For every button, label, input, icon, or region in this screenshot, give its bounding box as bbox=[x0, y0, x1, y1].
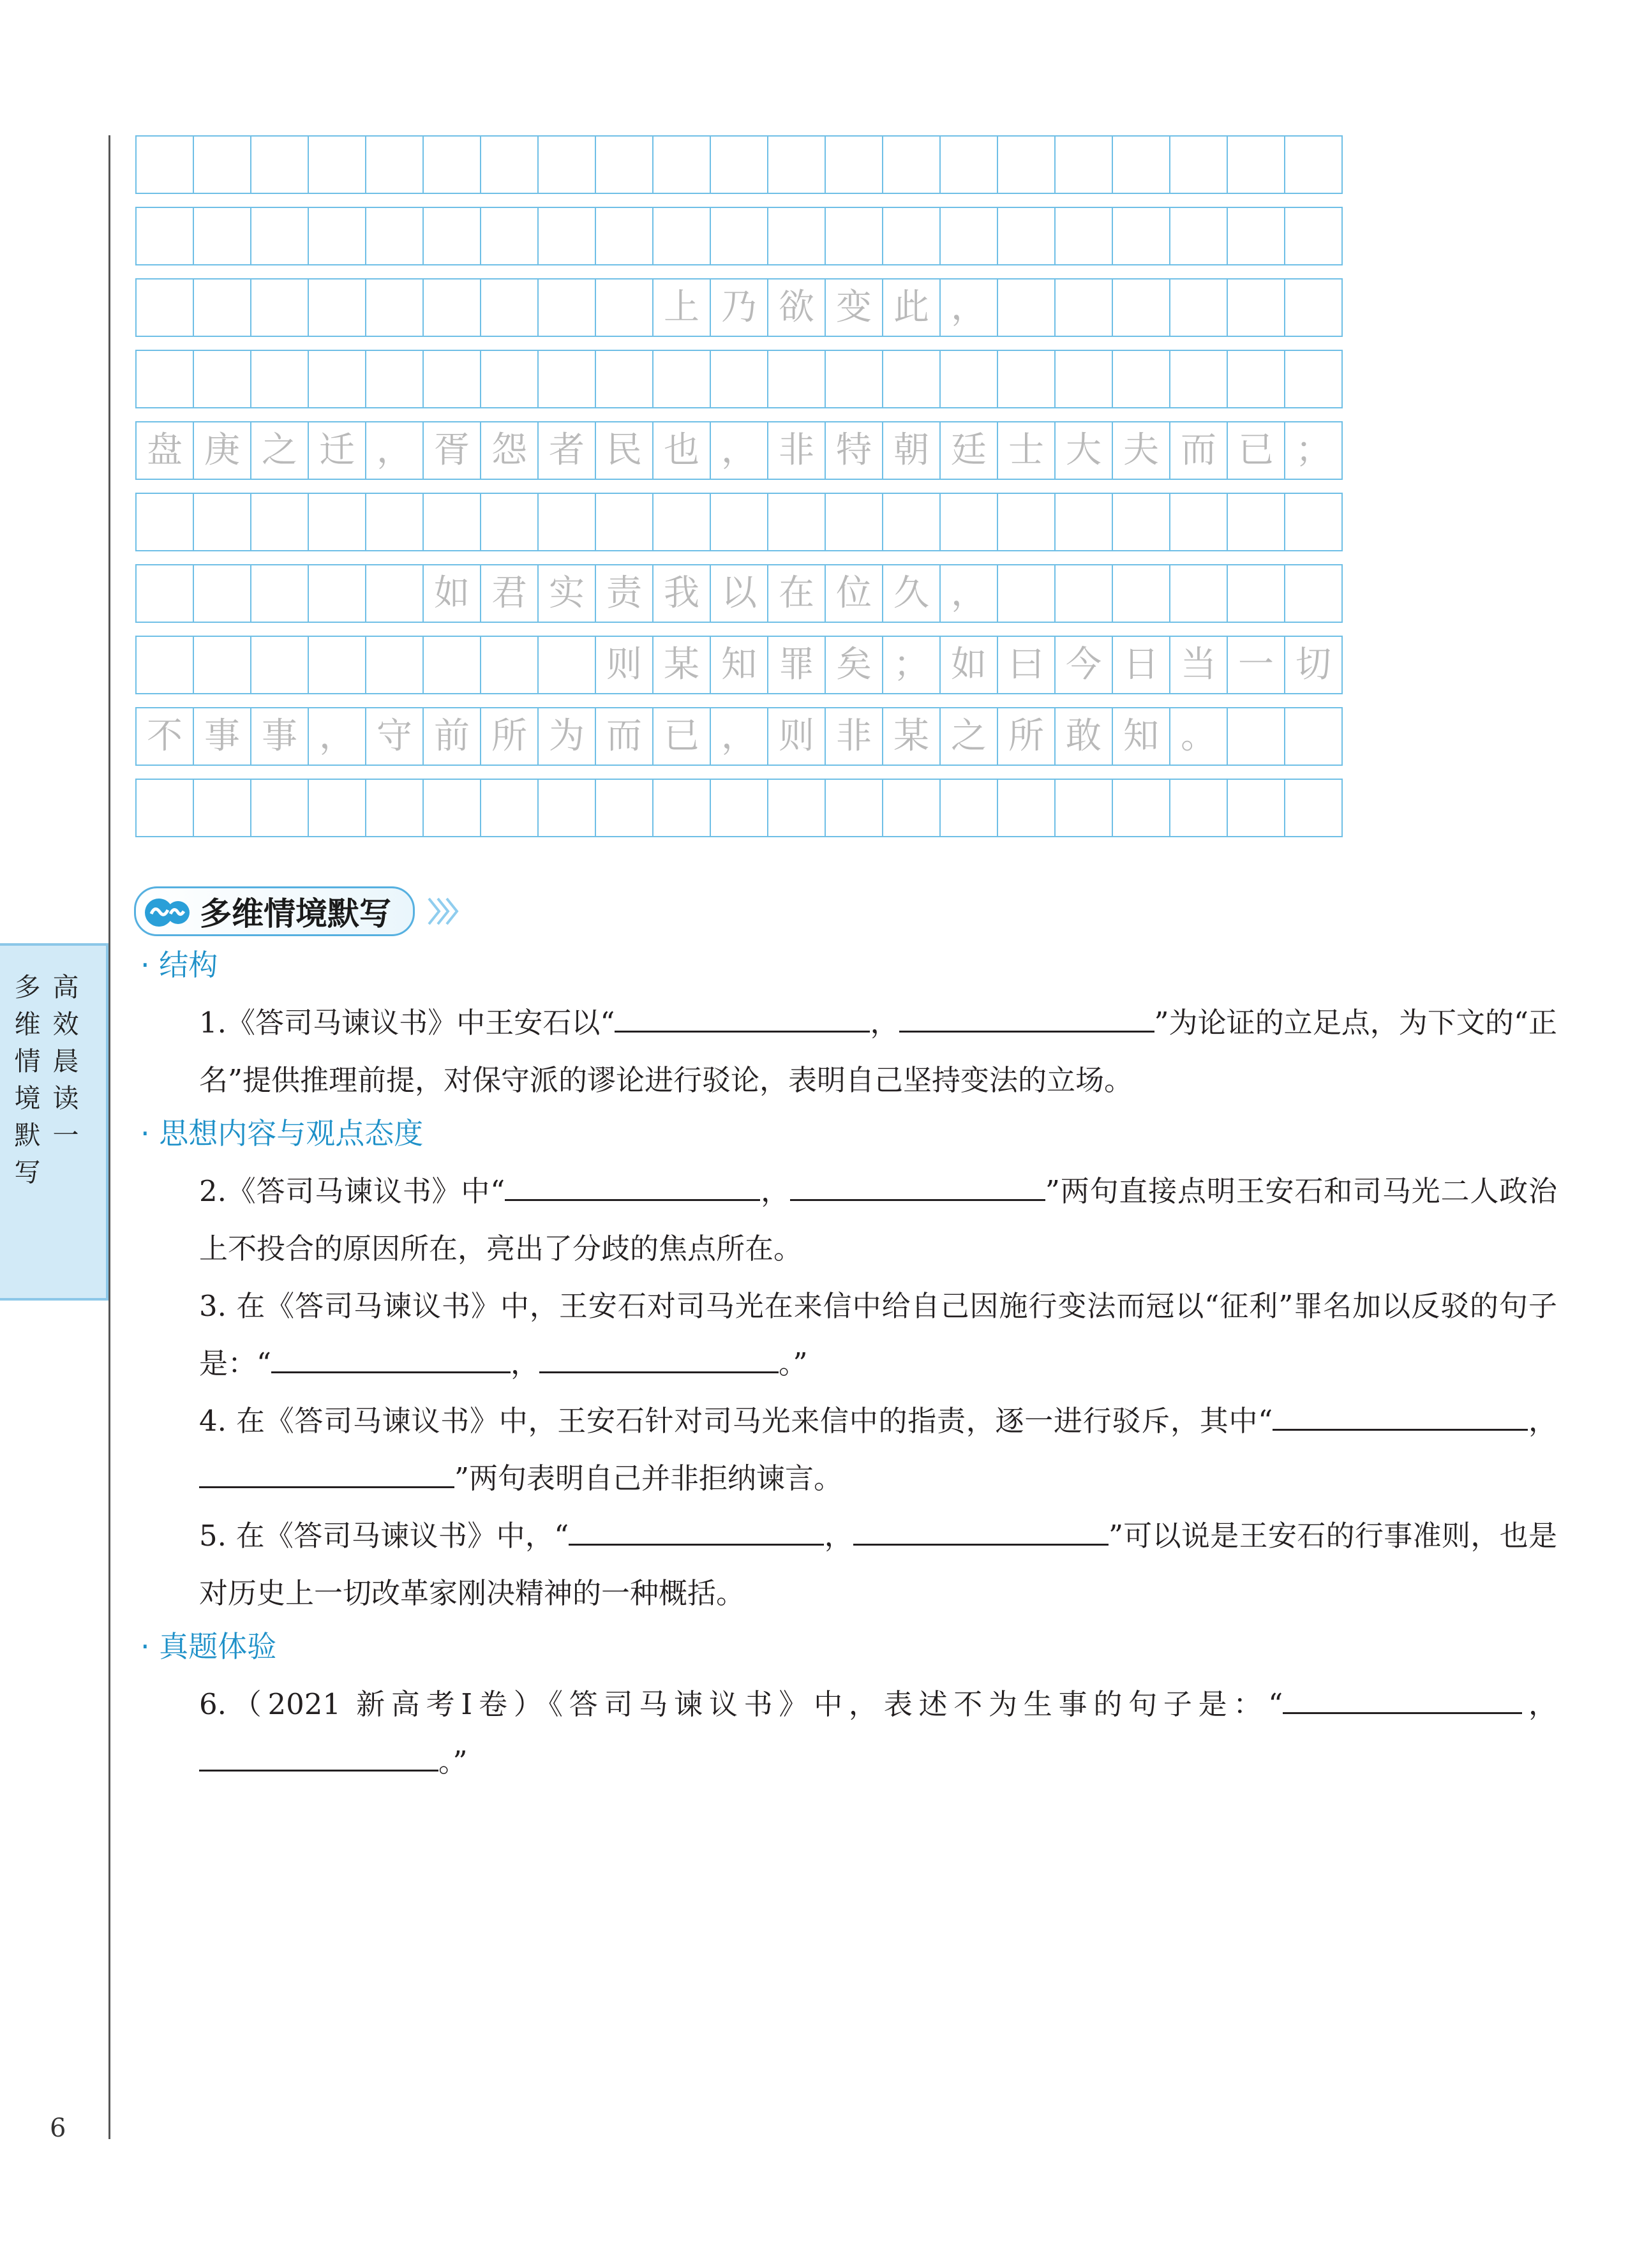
grid-cell[interactable]: 如 bbox=[939, 636, 998, 694]
grid-cell[interactable] bbox=[1169, 135, 1228, 194]
grid-cell[interactable] bbox=[135, 278, 194, 337]
subhead-real-exam: · 真题体验 bbox=[140, 1629, 277, 1664]
grid-cell[interactable] bbox=[480, 278, 539, 337]
grid-cell[interactable]: 所 bbox=[480, 707, 539, 766]
grid-cell[interactable] bbox=[365, 493, 424, 551]
grid-cell[interactable] bbox=[1169, 350, 1228, 408]
grid-cell[interactable] bbox=[1054, 135, 1113, 194]
side-tab-char: 晨 bbox=[52, 1046, 79, 1077]
answer-blank[interactable] bbox=[199, 1461, 454, 1488]
grid-cell[interactable]: 之 bbox=[939, 707, 998, 766]
grid-cell[interactable] bbox=[250, 135, 309, 194]
grid-cell[interactable] bbox=[595, 493, 653, 551]
grid-cell[interactable]: 已 bbox=[1227, 421, 1285, 480]
grid-cell[interactable]: 民 bbox=[595, 421, 653, 480]
grid-cell[interactable] bbox=[480, 207, 539, 265]
grid-cell[interactable]: 大 bbox=[1054, 421, 1113, 480]
grid-cell[interactable]: 事 bbox=[193, 707, 251, 766]
grid-cell[interactable] bbox=[1169, 278, 1228, 337]
side-tab-char: 默 bbox=[14, 1120, 41, 1151]
grid-cell[interactable] bbox=[365, 564, 424, 623]
grid-cell[interactable] bbox=[1112, 779, 1170, 837]
side-tab-column-2 bbox=[11, 969, 43, 1191]
grid-cell[interactable] bbox=[595, 779, 653, 837]
grid-cell[interactable] bbox=[1054, 493, 1113, 551]
grid-cell[interactable] bbox=[652, 779, 711, 837]
side-tab-char: 读 bbox=[52, 1083, 79, 1114]
grid-cell[interactable] bbox=[135, 564, 194, 623]
question-6 bbox=[135, 1676, 1557, 1791]
grid-cell[interactable] bbox=[710, 493, 768, 551]
grid-cell[interactable] bbox=[1284, 707, 1343, 766]
grid-cell[interactable] bbox=[193, 135, 251, 194]
answer-blank[interactable] bbox=[505, 1174, 760, 1201]
question-text: 4. 在《答司马谏议书》中，王安石针对司马光来信中的指责，逐一进行驳斥，其中“ bbox=[199, 1404, 1273, 1438]
grid-cell[interactable]: 而 bbox=[1169, 421, 1228, 480]
grid-cell[interactable] bbox=[193, 636, 251, 694]
grid-cell[interactable]: 非 bbox=[767, 421, 826, 480]
grid-cell[interactable] bbox=[710, 135, 768, 194]
grid-cell[interactable] bbox=[537, 278, 596, 337]
grid-cell[interactable] bbox=[308, 493, 366, 551]
grid-cell[interactable]: 欲 bbox=[767, 278, 826, 337]
grid-cell[interactable]: 责 bbox=[595, 564, 653, 623]
grid-cell[interactable] bbox=[710, 350, 768, 408]
grid-cell[interactable] bbox=[250, 779, 309, 837]
grid-cell[interactable]: 者 bbox=[537, 421, 596, 480]
grid-row bbox=[135, 707, 1341, 766]
chevron-right-icon bbox=[424, 893, 462, 929]
grid-cell[interactable]: 胥 bbox=[422, 421, 481, 480]
grid-cell[interactable] bbox=[422, 350, 481, 408]
answer-blank[interactable] bbox=[1273, 1403, 1528, 1431]
grid-cell[interactable] bbox=[250, 636, 309, 694]
question-text: ”两句直接点明王安石和司马光二人政治上不投合的原因所在，亮出了分歧的焦点所在。 bbox=[199, 1174, 1557, 1265]
grid-cell[interactable] bbox=[1227, 278, 1285, 337]
grid-cell[interactable]: 久 bbox=[882, 564, 941, 623]
grid-cell[interactable] bbox=[308, 636, 366, 694]
grid-cell[interactable]: 在 bbox=[767, 564, 826, 623]
grid-cell[interactable] bbox=[997, 779, 1056, 837]
grid-cell[interactable] bbox=[997, 493, 1056, 551]
grid-cell[interactable] bbox=[1054, 779, 1113, 837]
grid-cell[interactable]: 知 bbox=[710, 636, 768, 694]
grid-cell[interactable] bbox=[997, 135, 1056, 194]
grid-cell[interactable]: 怨 bbox=[480, 421, 539, 480]
grid-cell[interactable] bbox=[365, 207, 424, 265]
grid-cell[interactable] bbox=[767, 350, 826, 408]
grid-cell[interactable]: 如 bbox=[422, 564, 481, 623]
side-tab-char: 多 bbox=[14, 972, 41, 1003]
side-tab-char: 高 bbox=[52, 972, 79, 1003]
grid-cell[interactable] bbox=[308, 278, 366, 337]
grid-cell[interactable] bbox=[882, 350, 941, 408]
grid-cell[interactable] bbox=[595, 135, 653, 194]
grid-cell[interactable] bbox=[193, 493, 251, 551]
grid-cell[interactable] bbox=[1169, 779, 1228, 837]
grid-cell[interactable] bbox=[1112, 207, 1170, 265]
grid-cell[interactable]: 廷 bbox=[939, 421, 998, 480]
grid-cell[interactable]: ， bbox=[710, 421, 768, 480]
grid-cell[interactable] bbox=[250, 350, 309, 408]
grid-cell[interactable] bbox=[1169, 207, 1228, 265]
grid-cell[interactable] bbox=[882, 207, 941, 265]
grid-cell[interactable] bbox=[365, 636, 424, 694]
grid-cell[interactable] bbox=[997, 350, 1056, 408]
grid-cell[interactable] bbox=[767, 207, 826, 265]
answer-blank[interactable] bbox=[569, 1518, 824, 1546]
grid-cell[interactable]: ， bbox=[710, 707, 768, 766]
side-tab-char: 情 bbox=[14, 1046, 41, 1077]
grid-cell[interactable]: 知 bbox=[1112, 707, 1170, 766]
grid-cell[interactable] bbox=[480, 779, 539, 837]
question-text: ， bbox=[760, 1174, 790, 1208]
grid-cell[interactable]: ； bbox=[1284, 421, 1343, 480]
grid-cell[interactable] bbox=[882, 135, 941, 194]
grid-cell[interactable] bbox=[1227, 135, 1285, 194]
question-4 bbox=[135, 1392, 1557, 1507]
grid-cell[interactable] bbox=[595, 278, 653, 337]
grid-cell[interactable] bbox=[939, 207, 998, 265]
grid-cell[interactable] bbox=[308, 779, 366, 837]
grid-cell[interactable]: 日 bbox=[1112, 636, 1170, 694]
grid-cell[interactable]: 位 bbox=[825, 564, 883, 623]
grid-row bbox=[135, 779, 1341, 837]
grid-cell[interactable] bbox=[135, 207, 194, 265]
grid-cell[interactable]: 也 bbox=[652, 421, 711, 480]
grid-cell[interactable]: 变 bbox=[825, 278, 883, 337]
grid-cell[interactable]: 君 bbox=[480, 564, 539, 623]
grid-cell[interactable] bbox=[767, 493, 826, 551]
question-2 bbox=[135, 1163, 1557, 1278]
margin-line bbox=[108, 135, 110, 2139]
grid-cell[interactable] bbox=[1284, 493, 1343, 551]
side-tab-char: 境 bbox=[14, 1083, 41, 1114]
grid-cell[interactable]: 当 bbox=[1169, 636, 1228, 694]
grid-cell[interactable] bbox=[365, 278, 424, 337]
grid-cell[interactable]: 罪 bbox=[767, 636, 826, 694]
grid-cell[interactable] bbox=[825, 493, 883, 551]
grid-cell[interactable]: 为 bbox=[537, 707, 596, 766]
grid-cell[interactable]: 之 bbox=[250, 421, 309, 480]
grid-cell[interactable] bbox=[767, 779, 826, 837]
side-tab-char: 一 bbox=[52, 1120, 79, 1151]
grid-cell[interactable] bbox=[537, 493, 596, 551]
grid-cell[interactable] bbox=[825, 779, 883, 837]
section-title: 多维情境默写 bbox=[200, 895, 391, 932]
grid-cell[interactable] bbox=[1112, 278, 1170, 337]
grid-row bbox=[135, 207, 1341, 265]
grid-cell[interactable] bbox=[1169, 564, 1228, 623]
grid-cell[interactable]: 今 bbox=[1054, 636, 1113, 694]
grid-cell[interactable] bbox=[365, 350, 424, 408]
grid-cell[interactable] bbox=[939, 350, 998, 408]
grid-cell[interactable]: 夫 bbox=[1112, 421, 1170, 480]
grid-cell[interactable] bbox=[1227, 779, 1285, 837]
grid-cell[interactable]: 切 bbox=[1284, 636, 1343, 694]
grid-cell[interactable] bbox=[480, 493, 539, 551]
grid-cell[interactable] bbox=[595, 350, 653, 408]
grid-cell[interactable] bbox=[135, 636, 194, 694]
grid-cell[interactable] bbox=[135, 493, 194, 551]
question-text: ”可以说是王安石的行事准则，也是对历史上一切改革家刚决精神的一种概括。 bbox=[199, 1519, 1557, 1610]
grid-cell[interactable] bbox=[193, 278, 251, 337]
grid-cell[interactable] bbox=[250, 278, 309, 337]
question-text: ”两句表明自己并非拒纳谏言。 bbox=[454, 1461, 843, 1495]
grid-cell[interactable] bbox=[135, 779, 194, 837]
grid-cell[interactable]: ； bbox=[882, 636, 941, 694]
grid-row bbox=[135, 636, 1341, 694]
grid-cell[interactable] bbox=[997, 564, 1056, 623]
grid-cell[interactable]: 上 bbox=[652, 278, 711, 337]
grid-cell[interactable] bbox=[652, 135, 711, 194]
grid-cell[interactable] bbox=[939, 135, 998, 194]
side-tab-char: 写 bbox=[14, 1157, 41, 1188]
question-3 bbox=[135, 1278, 1557, 1392]
grid-cell[interactable] bbox=[308, 564, 366, 623]
grid-row bbox=[135, 135, 1341, 194]
grid-cell[interactable] bbox=[135, 135, 194, 194]
grid-cell[interactable] bbox=[710, 207, 768, 265]
question-1 bbox=[135, 994, 1557, 1109]
grid-cell[interactable]: 曰 bbox=[997, 636, 1056, 694]
grid-cell[interactable] bbox=[1284, 564, 1343, 623]
grid-row bbox=[135, 278, 1341, 337]
grid-cell[interactable] bbox=[422, 493, 481, 551]
grid-cell[interactable] bbox=[1054, 564, 1113, 623]
grid-cell[interactable] bbox=[825, 350, 883, 408]
grid-cell[interactable]: 而 bbox=[595, 707, 653, 766]
grid-cell[interactable] bbox=[595, 207, 653, 265]
grid-cell[interactable]: 乃 bbox=[710, 278, 768, 337]
grid-row bbox=[135, 421, 1341, 480]
page-number: 6 bbox=[50, 2114, 66, 2143]
answer-blank[interactable] bbox=[271, 1346, 511, 1373]
answer-blank[interactable] bbox=[853, 1518, 1109, 1546]
grid-cell[interactable] bbox=[997, 278, 1056, 337]
grid-cell[interactable] bbox=[1284, 779, 1343, 837]
grid-cell[interactable] bbox=[1112, 135, 1170, 194]
grid-cell[interactable]: 迁 bbox=[308, 421, 366, 480]
grid-cell[interactable]: 实 bbox=[537, 564, 596, 623]
side-tab-char: 维 bbox=[14, 1009, 41, 1040]
grid-cell[interactable]: 不 bbox=[135, 707, 194, 766]
grid-cell[interactable] bbox=[1227, 350, 1285, 408]
grid-cell[interactable]: ， bbox=[308, 707, 366, 766]
side-tab-column-1 bbox=[50, 969, 82, 1154]
grid-cell[interactable] bbox=[882, 779, 941, 837]
grid-cell[interactable]: 某 bbox=[652, 636, 711, 694]
answer-blank[interactable] bbox=[615, 1005, 870, 1033]
subhead-thought: · 思想内容与观点态度 bbox=[140, 1116, 424, 1151]
grid-cell[interactable] bbox=[1112, 493, 1170, 551]
question-text: 1.《答司马谏议书》中王安石以“ bbox=[199, 1006, 615, 1040]
question-text: 3. 在《答司马谏议书》中，王安石对司马光在来信中给自己因施行变法而冠以“征利”罪名加以反驳的句子是：“ bbox=[199, 1289, 1557, 1380]
grid-cell[interactable] bbox=[250, 207, 309, 265]
grid-cell[interactable] bbox=[1054, 278, 1113, 337]
grid-cell[interactable]: 一 bbox=[1227, 636, 1285, 694]
grid-cell[interactable] bbox=[939, 493, 998, 551]
question-text: 2.《答司马谏议书》中“ bbox=[199, 1174, 505, 1208]
answer-blank[interactable] bbox=[539, 1346, 779, 1373]
grid-row bbox=[135, 350, 1341, 408]
grid-cell[interactable] bbox=[308, 135, 366, 194]
grid-cell[interactable] bbox=[1284, 278, 1343, 337]
question-text: 。” bbox=[438, 1745, 468, 1779]
grid-cell[interactable] bbox=[1054, 350, 1113, 408]
grid-cell[interactable] bbox=[365, 779, 424, 837]
grid-cell[interactable]: 某 bbox=[882, 707, 941, 766]
question-text: 。” bbox=[779, 1347, 808, 1380]
grid-cell[interactable]: 守 bbox=[365, 707, 424, 766]
grid-cell[interactable]: 则 bbox=[595, 636, 653, 694]
question-text: ， bbox=[824, 1519, 853, 1553]
grid-cell[interactable] bbox=[250, 493, 309, 551]
grid-cell[interactable] bbox=[537, 207, 596, 265]
grid-cell[interactable]: 此 bbox=[882, 278, 941, 337]
answer-blank[interactable] bbox=[899, 1005, 1154, 1033]
grid-cell[interactable] bbox=[939, 779, 998, 837]
grid-cell[interactable] bbox=[1227, 707, 1285, 766]
grid-cell[interactable] bbox=[1169, 493, 1228, 551]
grid-cell[interactable]: 我 bbox=[652, 564, 711, 623]
question-text: 5. 在《答司马谏议书》中，“ bbox=[199, 1519, 569, 1553]
grid-cell[interactable] bbox=[652, 350, 711, 408]
question-text: ， bbox=[511, 1347, 540, 1380]
grid-cell[interactable] bbox=[1284, 350, 1343, 408]
answer-blank[interactable] bbox=[790, 1174, 1045, 1201]
grid-cell[interactable] bbox=[480, 135, 539, 194]
grid-cell[interactable] bbox=[422, 135, 481, 194]
grid-cell[interactable] bbox=[767, 135, 826, 194]
grid-cell[interactable]: 盘 bbox=[135, 421, 194, 480]
grid-cell[interactable] bbox=[1227, 207, 1285, 265]
grid-cell[interactable] bbox=[652, 493, 711, 551]
question-text: ， bbox=[1522, 1687, 1557, 1721]
grid-cell[interactable]: 朝 bbox=[882, 421, 941, 480]
grid-cell[interactable] bbox=[193, 350, 251, 408]
grid-cell[interactable] bbox=[193, 207, 251, 265]
grid-cell[interactable]: 所 bbox=[997, 707, 1056, 766]
grid-cell[interactable] bbox=[1112, 350, 1170, 408]
grid-cell[interactable] bbox=[422, 636, 481, 694]
grid-cell[interactable]: 特 bbox=[825, 421, 883, 480]
grid-cell[interactable]: 。 bbox=[1169, 707, 1228, 766]
grid-cell[interactable] bbox=[997, 207, 1056, 265]
grid-cell[interactable] bbox=[1284, 135, 1343, 194]
question-text: ， bbox=[1528, 1404, 1557, 1438]
section-header bbox=[134, 886, 462, 937]
grid-cell[interactable]: ， bbox=[939, 278, 998, 337]
grid-cell[interactable] bbox=[1227, 564, 1285, 623]
writing-grid bbox=[135, 135, 1341, 850]
grid-cell[interactable]: 已 bbox=[652, 707, 711, 766]
grid-cell[interactable] bbox=[537, 636, 596, 694]
grid-cell[interactable]: ， bbox=[365, 421, 424, 480]
grid-cell[interactable] bbox=[1054, 207, 1113, 265]
grid-cell[interactable]: 前 bbox=[422, 707, 481, 766]
grid-cell[interactable] bbox=[1284, 207, 1343, 265]
grid-cell[interactable] bbox=[652, 207, 711, 265]
grid-cell[interactable] bbox=[308, 207, 366, 265]
grid-cell[interactable] bbox=[882, 493, 941, 551]
question-text: ”为论证的立足点，为下文的“正名”提供推理前提，对保守派的谬论进行驳论，表明自己坚持变法的立场。 bbox=[199, 1006, 1557, 1097]
grid-cell[interactable] bbox=[308, 350, 366, 408]
question-text: 6.（2021 新高考Ⅰ卷）《答司马谏议书》中，表述不为生事的句子是：“ bbox=[199, 1687, 1283, 1721]
grid-cell[interactable]: 敢 bbox=[1054, 707, 1113, 766]
grid-cell[interactable] bbox=[480, 636, 539, 694]
grid-row bbox=[135, 564, 1341, 623]
grid-cell[interactable] bbox=[422, 779, 481, 837]
grid-cell[interactable] bbox=[537, 350, 596, 408]
grid-cell[interactable] bbox=[422, 278, 481, 337]
grid-cell[interactable]: 以 bbox=[710, 564, 768, 623]
grid-cell[interactable] bbox=[1227, 493, 1285, 551]
grid-cell[interactable] bbox=[537, 135, 596, 194]
grid-cell[interactable]: 非 bbox=[825, 707, 883, 766]
grid-cell[interactable] bbox=[825, 207, 883, 265]
grid-cell[interactable] bbox=[193, 779, 251, 837]
section-title-pill bbox=[134, 886, 415, 936]
cloud-icon bbox=[142, 893, 193, 929]
subhead-structure: · 结构 bbox=[140, 948, 218, 982]
grid-cell[interactable] bbox=[365, 135, 424, 194]
grid-cell[interactable] bbox=[710, 779, 768, 837]
answer-blank[interactable] bbox=[1283, 1687, 1522, 1714]
grid-cell[interactable] bbox=[825, 135, 883, 194]
grid-cell[interactable] bbox=[135, 350, 194, 408]
grid-cell[interactable] bbox=[1112, 564, 1170, 623]
side-tab-char: 效 bbox=[52, 1009, 79, 1040]
grid-cell[interactable] bbox=[250, 564, 309, 623]
answer-blank[interactable] bbox=[199, 1744, 438, 1772]
grid-row bbox=[135, 493, 1341, 551]
grid-cell[interactable]: 则 bbox=[767, 707, 826, 766]
grid-cell[interactable] bbox=[422, 207, 481, 265]
grid-cell[interactable]: 事 bbox=[250, 707, 309, 766]
question-5 bbox=[135, 1507, 1557, 1622]
grid-cell[interactable]: 庚 bbox=[193, 421, 251, 480]
grid-cell[interactable]: 矣 bbox=[825, 636, 883, 694]
grid-cell[interactable]: ， bbox=[939, 564, 998, 623]
grid-cell[interactable] bbox=[193, 564, 251, 623]
grid-cell[interactable] bbox=[480, 350, 539, 408]
grid-cell[interactable] bbox=[537, 779, 596, 837]
side-tab bbox=[0, 943, 108, 1301]
grid-cell[interactable]: 士 bbox=[997, 421, 1056, 480]
question-text: ， bbox=[870, 1006, 899, 1040]
